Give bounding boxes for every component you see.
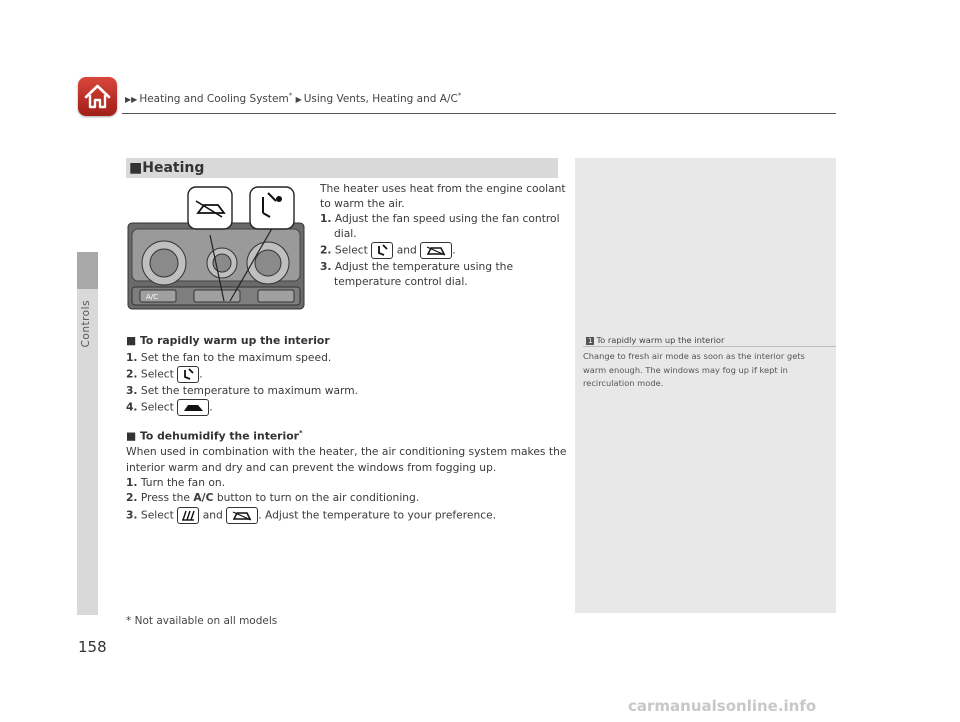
dehum-step-1: 1. Turn the fan on. — [126, 476, 226, 489]
home-button[interactable] — [78, 77, 117, 116]
dehum-step-3: 3. Select and . Adjust the temperature to your preference. — [126, 507, 496, 524]
windshield-mode-icon — [226, 507, 258, 524]
intro-step-3: 3. Adjust the temperature using the — [320, 260, 514, 273]
intro-step-1-cont: dial. — [334, 227, 357, 240]
warm-up-heading: ■ To rapidly warm up the interior — [126, 334, 330, 347]
foot-mode-icon — [371, 242, 393, 259]
windshield-mode-icon — [420, 242, 452, 259]
warm-step-4: 4. Select . — [126, 399, 213, 416]
breadcrumb-arrow-icon: ▶ — [295, 94, 302, 104]
note-body: Change to fresh air mode as soon as the interior gets warm enough. The windows may fog up if kept in recirculation mode. — [583, 351, 805, 388]
intro-line-1: The heater uses heat from the engine coolant — [320, 182, 566, 195]
dehumidify-heading: ■ To dehumidify the interior* — [126, 429, 303, 443]
warm-step-3: 3. Set the temperature to maximum warm. — [126, 384, 359, 397]
intro-step-1: 1. Adjust the fan speed using the fan control — [320, 212, 560, 225]
note-title: 1 To rapidly warm up the interior — [588, 335, 725, 345]
ac-button-label: A/C — [146, 293, 159, 301]
climate-panel-illustration — [126, 183, 306, 311]
chapter-tab-marker — [77, 252, 98, 289]
warm-step-1: 1. Set the fan to the maximum speed. — [126, 351, 332, 364]
fresh-air-mode-icon — [177, 399, 209, 416]
section-title: ■Heating — [129, 160, 205, 176]
intro-step-2: 2. Select and . — [320, 242, 456, 259]
chapter-label[interactable]: Controls — [80, 300, 92, 348]
dehum-para-2: interior warm and dry and can prevent the windows from fogging up. — [126, 461, 497, 474]
footnote: * Not available on all models — [126, 615, 278, 627]
dehum-para-1: When used in combination with the heater, the air conditioning system makes the — [126, 445, 567, 458]
intro-line-2: to warm the air. — [320, 197, 405, 210]
page-number: 158 — [78, 638, 107, 656]
breadcrumb-item-heating-cooling[interactable]: Heating and Cooling System* — [139, 91, 293, 105]
intro-step-3-cont: temperature control dial. — [334, 275, 468, 288]
floor-defrost-mode-icon — [177, 507, 199, 524]
note-marker: 1 — [588, 337, 593, 345]
home-icon — [78, 77, 117, 116]
warm-step-2: 2. Select . — [126, 366, 203, 383]
header-divider — [122, 113, 836, 114]
breadcrumb-item-vents: Using Vents, Heating and A/C* — [303, 91, 462, 105]
section-square-icon: ■ — [126, 429, 137, 443]
watermark: carmanualsonline.info — [628, 697, 817, 715]
section-square-icon: ■ — [126, 334, 137, 347]
note-divider — [583, 346, 836, 347]
section-square-icon: ■ — [129, 160, 143, 176]
foot-mode-icon — [177, 366, 199, 383]
dehum-step-2: 2. Press the A/C button to turn on the air conditioning. — [126, 491, 420, 504]
breadcrumb — [125, 91, 461, 105]
breadcrumb-arrow-icon: ▶▶ — [125, 94, 138, 104]
